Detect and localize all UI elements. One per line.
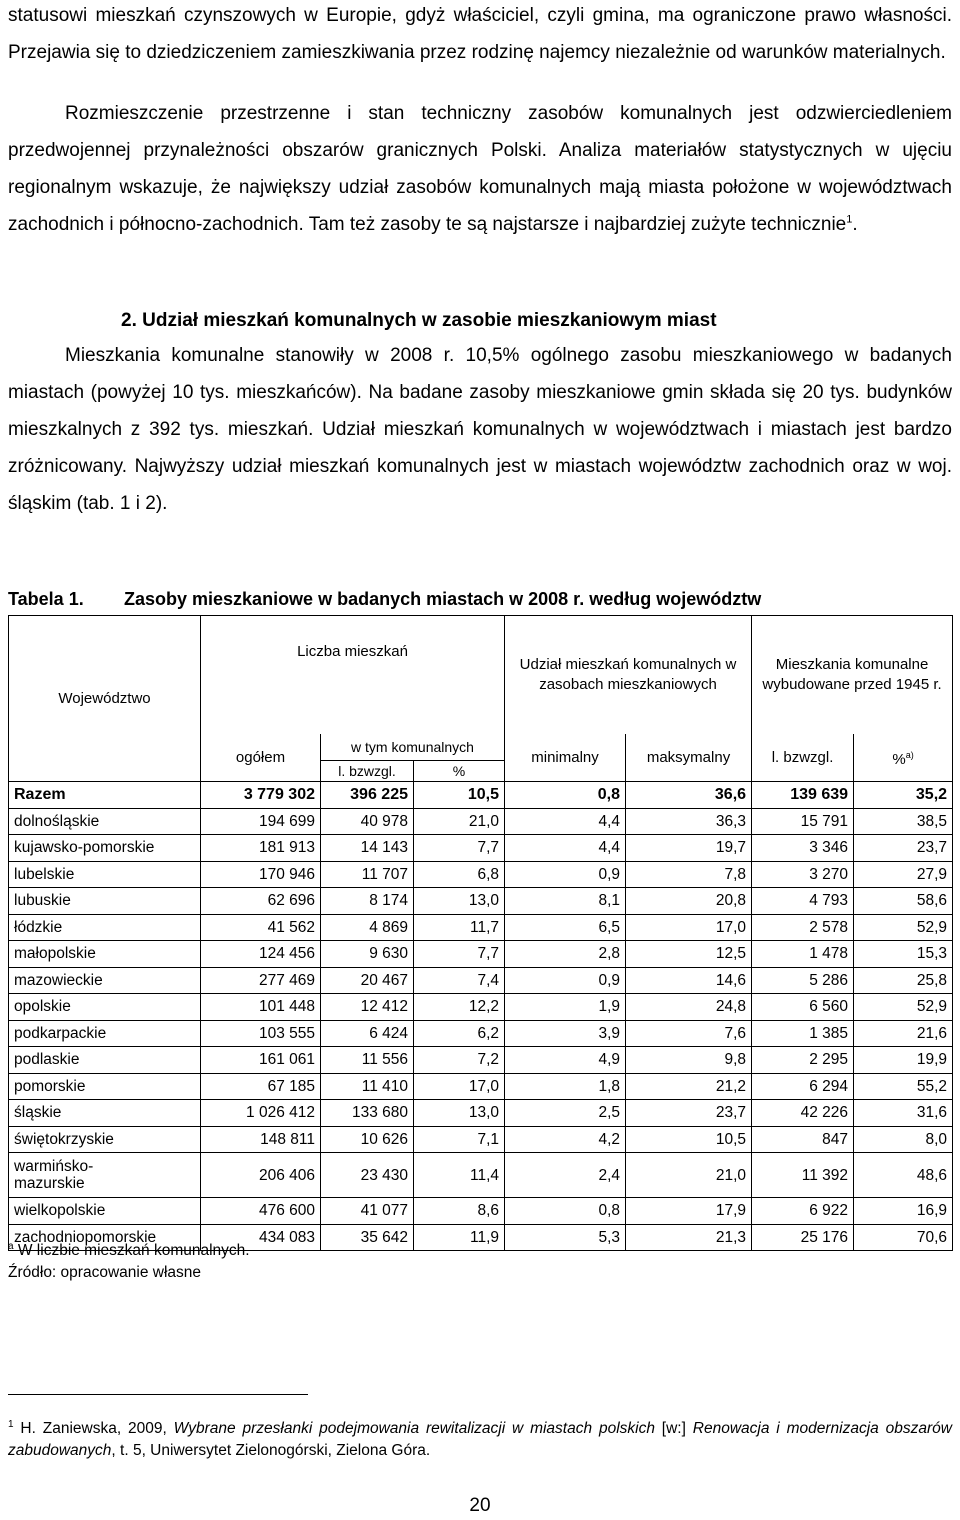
cell-pct: 6,8	[414, 861, 505, 888]
cell-ogolem: 148 811	[201, 1126, 321, 1153]
cell-max: 23,7	[626, 1100, 752, 1127]
cell-ppct: 38,5	[854, 808, 953, 835]
cell-name: małopolskie	[9, 941, 201, 968]
cell-min: 0,8	[505, 782, 626, 809]
footnote-separator	[8, 1394, 308, 1395]
table-source: Źródło: opracowanie własne	[8, 1264, 201, 1281]
table-row	[9, 782, 953, 809]
cell-kom: 14 143	[321, 835, 414, 862]
housing-table	[8, 615, 953, 1251]
cell-name: śląskie	[9, 1100, 201, 1127]
cell-min: 0,9	[505, 967, 626, 994]
cell-kom: 9 630	[321, 941, 414, 968]
cell-ppct: 15,3	[854, 941, 953, 968]
cell-ogolem: 67 185	[201, 1073, 321, 1100]
cell-min: 4,2	[505, 1126, 626, 1153]
cell-min: 2,4	[505, 1153, 626, 1198]
table-row	[9, 941, 953, 968]
cell-max: 36,6	[626, 782, 752, 809]
table-row	[9, 967, 953, 994]
cell-pct: 11,4	[414, 1153, 505, 1198]
cell-max: 7,6	[626, 1020, 752, 1047]
cell-max: 10,5	[626, 1126, 752, 1153]
table-row	[9, 1020, 953, 1047]
cell-ppct: 35,2	[854, 782, 953, 809]
header-pct-przed: %$^{a)}$	[854, 734, 953, 782]
cell-kom: 23 430	[321, 1153, 414, 1198]
cell-max: 12,5	[626, 941, 752, 968]
cell-ogolem: 101 448	[201, 994, 321, 1021]
header-ogolem: ogółem	[201, 734, 321, 782]
cell-max: 7,8	[626, 861, 752, 888]
cell-kom: 133 680	[321, 1100, 414, 1127]
cell-kom: 40 978	[321, 808, 414, 835]
cell-kom: 12 412	[321, 994, 414, 1021]
table-title: Zasoby mieszkaniowe w badanych miastach w 2008 r. według województw	[124, 589, 762, 609]
cell-przed: 3 346	[752, 835, 854, 862]
cell-min: 5,3	[505, 1224, 626, 1251]
cell-max: 14,6	[626, 967, 752, 994]
cell-kom: 35 642	[321, 1224, 414, 1251]
cell-max: 17,9	[626, 1198, 752, 1225]
cell-min: 6,5	[505, 914, 626, 941]
cell-przed: 1 385	[752, 1020, 854, 1047]
cell-kom: 6 424	[321, 1020, 414, 1047]
cell-ogolem: 41 562	[201, 914, 321, 941]
table-row	[9, 1153, 953, 1198]
cell-max: 36,3	[626, 808, 752, 835]
cell-min: 4,4	[505, 835, 626, 862]
cell-kom: 396 225	[321, 782, 414, 809]
header-liczba-mieszkan: Liczba mieszkań	[201, 616, 505, 735]
cell-przed: 847	[752, 1126, 854, 1153]
header-udzial: Udział mieszkań komunalnych w zasobach mieszkaniowych	[505, 616, 752, 735]
cell-name: warmińsko- mazurskie	[9, 1153, 201, 1198]
cell-przed: 6 294	[752, 1073, 854, 1100]
cell-pct: 13,0	[414, 1100, 505, 1127]
cell-min: 4,4	[505, 808, 626, 835]
cell-przed: 3 270	[752, 861, 854, 888]
cell-pct: 11,9	[414, 1224, 505, 1251]
cell-ppct: 70,6	[854, 1224, 953, 1251]
cell-max: 19,7	[626, 835, 752, 862]
cell-max: 20,8	[626, 888, 752, 915]
cell-ppct: 25,8	[854, 967, 953, 994]
cell-min: 0,9	[505, 861, 626, 888]
cell-max: 21,3	[626, 1224, 752, 1251]
cell-ppct: 21,6	[854, 1020, 953, 1047]
cell-pct: 12,2	[414, 994, 505, 1021]
header-l-bzwzgl: l. bzwzgl.	[321, 761, 414, 782]
cell-name: mazowieckie	[9, 967, 201, 994]
cell-przed: 6 560	[752, 994, 854, 1021]
cell-pct: 17,0	[414, 1073, 505, 1100]
section-heading: 2. Udział mieszkań komunalnych w zasobie mieszkaniowym miast	[121, 310, 717, 331]
cell-kom: 11 707	[321, 861, 414, 888]
cell-pct: 8,6	[414, 1198, 505, 1225]
cell-kom: 4 869	[321, 914, 414, 941]
table-row	[9, 914, 953, 941]
cell-name: lubuskie	[9, 888, 201, 915]
cell-min: 8,1	[505, 888, 626, 915]
footnote-ref: 1	[846, 213, 853, 226]
cell-ppct: 52,9	[854, 994, 953, 1021]
cell-ogolem: 181 913	[201, 835, 321, 862]
cell-min: 2,5	[505, 1100, 626, 1127]
table-row	[9, 1126, 953, 1153]
table-row	[9, 808, 953, 835]
cell-name: lubelskie	[9, 861, 201, 888]
cell-name: zachodniopomorskie	[9, 1224, 201, 1251]
cell-name: pomorskie	[9, 1073, 201, 1100]
cell-pct: 7,4	[414, 967, 505, 994]
cell-przed: 15 791	[752, 808, 854, 835]
cell-ogolem: 1 026 412	[201, 1100, 321, 1127]
cell-name: łódzkie	[9, 914, 201, 941]
cell-name: wielkopolskie	[9, 1198, 201, 1225]
cell-przed: 2 295	[752, 1047, 854, 1074]
header-przed-1945: Mieszkania komunalne wybudowane przed 1945 r.	[752, 616, 953, 735]
cell-max: 21,2	[626, 1073, 752, 1100]
cell-ogolem: 124 456	[201, 941, 321, 968]
cell-pct: 10,5	[414, 782, 505, 809]
header-wojewodztwo: Województwo	[9, 616, 201, 782]
cell-max: 21,0	[626, 1153, 752, 1198]
cell-ppct: 23,7	[854, 835, 953, 862]
cell-ppct: 27,9	[854, 861, 953, 888]
table-label: Tabela 1.	[8, 589, 84, 609]
cell-name: podlaskie	[9, 1047, 201, 1074]
cell-ppct: 58,6	[854, 888, 953, 915]
cell-name: Razem	[9, 782, 201, 809]
cell-ppct: 48,6	[854, 1153, 953, 1198]
cell-przed: 2 578	[752, 914, 854, 941]
cell-kom: 11 410	[321, 1073, 414, 1100]
cell-ogolem: 161 061	[201, 1047, 321, 1074]
cell-pct: 7,1	[414, 1126, 505, 1153]
cell-przed: 139 639	[752, 782, 854, 809]
cell-ogolem: 103 555	[201, 1020, 321, 1047]
cell-kom: 10 626	[321, 1126, 414, 1153]
paragraph-share: Mieszkania komunalne stanowiły w 2008 r. 10,5% ogólnego zasobu mieszkaniowego w badanych miastach (powyżej 10 tys. mieszkańców). Na badane zasoby mieszkaniowe gmin składa się 20 tys. budynków mieszkalnych z 392 tys. mieszkań. Udział mieszkań komunalnych w województwach i miastach jest bardzo zróżnicowany. Najwyższy udział mieszkań komunalnych jest w miastach województw zachodnich oraz w woj. śląskim (tab. 1 i 2).	[8, 345, 952, 514]
table-row	[9, 888, 953, 915]
cell-min: 3,9	[505, 1020, 626, 1047]
cell-kom: 11 556	[321, 1047, 414, 1074]
paragraph-intro: statusowi mieszkań czynszowych w Europie, gdyż właściciel, czyli gmina, ma ograniczone prawo własności. Przejawia się to dziedziczeniem zamieszkiwania przez rodzinę najemcy niezależnie od warunków materialnych.	[8, 5, 952, 63]
cell-pct: 7,2	[414, 1047, 505, 1074]
cell-przed: 6 922	[752, 1198, 854, 1225]
table-note: $^a$ W liczbie mieszkań komunalnych.	[8, 1241, 250, 1260]
cell-pct: 7,7	[414, 941, 505, 968]
cell-pct: 6,2	[414, 1020, 505, 1047]
cell-ppct: 16,9	[854, 1198, 953, 1225]
cell-min: 2,8	[505, 941, 626, 968]
cell-pct: 13,0	[414, 888, 505, 915]
cell-przed: 1 478	[752, 941, 854, 968]
table-row	[9, 1198, 953, 1225]
cell-name: kujawsko-pomorskie	[9, 835, 201, 862]
cell-ogolem: 434 083	[201, 1224, 321, 1251]
cell-przed: 5 286	[752, 967, 854, 994]
cell-max: 24,8	[626, 994, 752, 1021]
cell-min: 1,8	[505, 1073, 626, 1100]
cell-ppct: 55,2	[854, 1073, 953, 1100]
cell-ogolem: 476 600	[201, 1198, 321, 1225]
table-row	[9, 994, 953, 1021]
cell-ppct: 19,9	[854, 1047, 953, 1074]
cell-min: 4,9	[505, 1047, 626, 1074]
page-number: 20	[469, 1495, 491, 1516]
cell-przed: 25 176	[752, 1224, 854, 1251]
table-row	[9, 861, 953, 888]
cell-kom: 8 174	[321, 888, 414, 915]
cell-pct: 7,7	[414, 835, 505, 862]
cell-kom: 41 077	[321, 1198, 414, 1225]
cell-ogolem: 277 469	[201, 967, 321, 994]
header-maksymalny: maksymalny	[626, 734, 752, 782]
cell-name: świętokrzyskie	[9, 1126, 201, 1153]
table-row	[9, 1073, 953, 1100]
cell-max: 9,8	[626, 1047, 752, 1074]
cell-ogolem: 62 696	[201, 888, 321, 915]
cell-przed: 11 392	[752, 1153, 854, 1198]
cell-max: 17,0	[626, 914, 752, 941]
header-pct: %	[414, 761, 505, 782]
cell-pct: 11,7	[414, 914, 505, 941]
cell-ppct: 31,6	[854, 1100, 953, 1127]
note-marker: a)	[905, 750, 914, 760]
cell-kom: 20 467	[321, 967, 414, 994]
cell-pct: 21,0	[414, 808, 505, 835]
cell-min: 1,9	[505, 994, 626, 1021]
cell-name: opolskie	[9, 994, 201, 1021]
cell-ogolem: 3 779 302	[201, 782, 321, 809]
table-row	[9, 1100, 953, 1127]
cell-ppct: 8,0	[854, 1126, 953, 1153]
header-minimalny: minimalny	[505, 734, 626, 782]
cell-przed: 4 793	[752, 888, 854, 915]
cell-ogolem: 194 699	[201, 808, 321, 835]
cell-ogolem: 206 406	[201, 1153, 321, 1198]
cell-name: podkarpackie	[9, 1020, 201, 1047]
header-w-tym-komunalnych: w tym komunalnych	[321, 734, 505, 761]
table-row	[9, 1047, 953, 1074]
paragraph-spatial-distribution: Rozmieszczenie przestrzenne i stan techniczny zasobów komunalnych jest odzwierciedleniem przedwojennej przynależności obszarów granicznych Polski. Analiza materiałów statystycznych w ujęciu regionalnym wskazuje, że największy udział zasobów komunalnych mają miasta położone w województwach zachodnich i północno-zachodnich. Tam też zasoby te są najstarsze i najbardziej zużyte technicznie$^1$.	[8, 103, 952, 235]
header-l-bzwzgl-przed: l. bzwzgl.	[752, 734, 854, 782]
cell-przed: 42 226	[752, 1100, 854, 1127]
cell-ogolem: 170 946	[201, 861, 321, 888]
footnote: $^1$ H. Zaniewska, 2009, Wybrane przesłanki podejmowania rewitalizacji w miastach polskich [w:] Renowacja i modernizacja obszarów zabudowanych, t. 5, Uniwersytet Zielonogórski, Zielona Góra.	[8, 1419, 952, 1460]
cell-min: 0,8	[505, 1198, 626, 1225]
table-row	[9, 835, 953, 862]
cell-name: dolnośląskie	[9, 808, 201, 835]
paragraph-spatial-text: Rozmieszczenie przestrzenne i stan techniczny zasobów komunalnych jest odzwierciedleniem przedwojennej przynależności obszarów granicznych Polski. Analiza materiałów statystycznych w ujęciu regionalnym wskazuje, że największy udział zasobów komunalnych mają miasta położone w województwach zachodnich i północno-zachodnich. Tam też zasoby te są najstarsze i najbardziej zużyte technicznie	[8, 103, 952, 235]
cell-ppct: 52,9	[854, 914, 953, 941]
